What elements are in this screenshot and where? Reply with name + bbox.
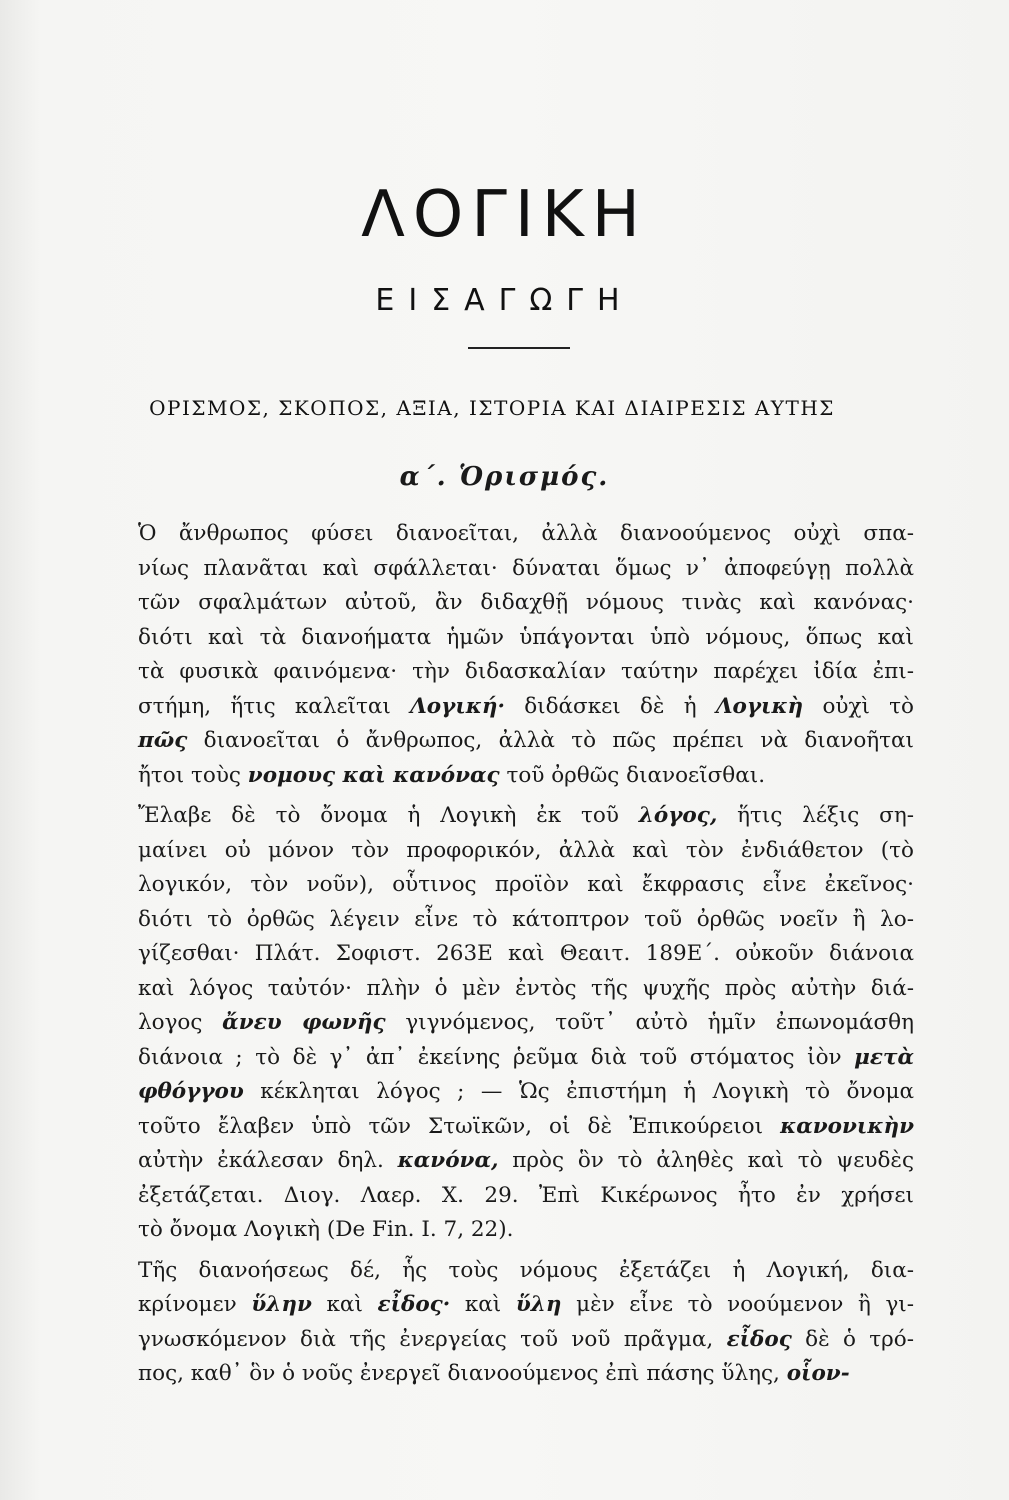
text-line xyxy=(108,1357,914,1392)
text-segment: καὶ xyxy=(450,1292,516,1317)
paragraph xyxy=(108,1254,914,1392)
paragraph xyxy=(108,517,914,793)
text-segment: διδάσκει δὲ ἡ xyxy=(504,693,716,719)
text-line xyxy=(108,1144,914,1179)
text-line xyxy=(108,621,914,656)
text-segment: τῶν σφαλμάτων αὐτοῦ, ἂν διδαχθῇ νόμους τινὰς καὶ κανόνας· xyxy=(138,590,914,615)
page-title: ΛΟΓΙΚΗ xyxy=(361,178,648,252)
text-segment: διότι τὸ ὀρθῶς λέγειν εἶνε τὸ κάτοπτρον τοῦ ὀρθῶς νοεῖν ἢ λο- xyxy=(138,906,914,932)
text-line xyxy=(108,724,914,759)
text-line xyxy=(108,972,914,1007)
text-line xyxy=(108,1254,914,1289)
text-segment: πος, καθ᾽ ὃν ὁ νοῦς ἐνεργεῖ διανοούμενος ἐπὶ πάσης ὕλης, xyxy=(138,1361,787,1386)
sub-heading: α΄. Ὁρισμός. xyxy=(399,462,610,492)
text-segment: τὰ φυσικὰ φαινόμενα· τὴν διδασκαλίαν ταύτην παρέχει ἰδία ἐπι- xyxy=(138,659,914,684)
text-line xyxy=(108,834,914,869)
text-line xyxy=(108,1179,914,1214)
text-line xyxy=(108,759,914,794)
emphasized-term: Λογικὴ xyxy=(715,693,804,719)
section-heading: ΟΡΙΣΜΟΣ, ΣΚΟΠΟΣ, ΑΞΙΑ, ΙΣΤΟΡΙΑ ΚΑΙ ΔΙΑΙΡΕΣΙΣ ΑΥΤΗΣ xyxy=(149,396,835,420)
show-through-text xyxy=(108,108,928,398)
text-segment: καὶ xyxy=(311,1292,378,1317)
text-segment: κρίνομεν xyxy=(138,1292,252,1317)
text-line xyxy=(108,655,914,690)
text-segment: Ὁ ἄνθρωπος φύσει διανοεῖται, ἀλλὰ διανοούμενος οὐχὶ σπα- xyxy=(138,521,914,546)
text-line xyxy=(108,1323,914,1358)
text-segment: αὐτὴν ἐκάλεσαν δηλ. xyxy=(138,1148,398,1173)
text-segment: δὲ ὁ τρό- xyxy=(791,1326,914,1352)
text-segment: γνωσκόμενον διὰ τῆς ἐνεργείας τοῦ νοῦ πρᾶγμα, xyxy=(138,1326,727,1352)
text-line xyxy=(108,1110,914,1145)
text-segment: μαίνει οὐ μόνον τὸν προφορικόν, ἀλλὰ καὶ τὸν ἐνδιάθετον (τὸ xyxy=(138,837,914,863)
text-segment: τοῦ ὀρθῶς διανοεῖσθαι. xyxy=(499,762,766,788)
emphasized-term: εἶδος xyxy=(726,1326,792,1352)
text-line xyxy=(108,1041,914,1076)
text-line xyxy=(108,868,914,903)
text-segment: λογος xyxy=(138,1010,223,1035)
text-segment: κέκληται λόγος ; — Ὡς ἐπιστήμη ἡ Λογικὴ τὸ ὄνομα xyxy=(243,1079,914,1104)
text-line xyxy=(108,1006,914,1041)
emphasized-term: φθόγγου xyxy=(138,1079,244,1104)
text-segment: ἥτις λέξις ση- xyxy=(717,803,915,828)
text-segment: Ἔλαβε δὲ τὸ ὄνομα ἡ Λογικὴ ἐκ τοῦ xyxy=(138,803,639,828)
emphasized-term: κανόνα, xyxy=(397,1148,499,1173)
text-segment: πρὸς ὃν τὸ ἀληθὲς καὶ τὸ ψευδὲς xyxy=(498,1148,915,1173)
emphasized-term: ὕλη xyxy=(515,1292,562,1317)
text-segment: στήμη, ἥτις καλεῖται xyxy=(138,693,411,719)
emphasized-term: νομους καὶ κανόνας xyxy=(247,762,500,788)
text-segment: Τῆς διανοήσεως δέ, ἧς τοὺς νόμους ἐξετάζει ἡ Λογική, δια- xyxy=(138,1257,914,1283)
title-divider xyxy=(468,347,570,349)
body-text xyxy=(108,517,914,1398)
text-segment: λογικόν, τὸν νοῦν), οὗτινος προϊὸν καὶ ἔκφρασις εἶνε ἐκεῖνος· xyxy=(138,872,914,897)
text-line xyxy=(108,552,914,587)
emphasized-term: ἄνευ φωνῆς xyxy=(222,1010,386,1035)
emphasized-term: κανονικὴν xyxy=(780,1113,914,1139)
paragraph xyxy=(108,799,914,1248)
text-segment: διανοεῖται ὁ ἄνθρωπος, ἀλλὰ τὸ πῶς πρέπει νὰ διανοῆται xyxy=(187,728,914,753)
text-segment: τοῦτο ἔλαβεν ὑπὸ τῶν Στωϊκῶν, οἱ δὲ Ἐπικούρειοι xyxy=(138,1113,781,1139)
text-line xyxy=(108,903,914,938)
text-segment: διότι καὶ τὰ διανοήματα ἡμῶν ὑπάγονται ὑπὸ νόμους, ὅπως καὶ xyxy=(138,624,914,650)
emphasized-term: μετὰ xyxy=(854,1044,914,1070)
text-segment: διάνοια ; τὸ δὲ γ᾽ ἀπ᾽ ἐκείνης ῥεῦμα διὰ τοῦ στόματος ἰὸν xyxy=(138,1044,855,1070)
text-segment: γίζεσθαι· Πλάτ. Σοφιστ. 263Ε καὶ Θεαιτ. 189Ε΄. οὐκοῦν διάνοια xyxy=(138,941,914,966)
text-line xyxy=(108,1288,914,1323)
text-line xyxy=(108,1213,914,1248)
emphasized-term: οἷον- xyxy=(786,1361,850,1386)
emphasized-term: ὕλην xyxy=(251,1292,312,1317)
text-segment: καὶ λόγος ταὐτόν· πλὴν ὁ μὲν ἐντὸς τῆς ψυχῆς πρὸς αὐτὴν διά- xyxy=(138,975,914,1001)
emphasized-term: λόγος, xyxy=(638,803,718,828)
emphasized-term: Λογική· xyxy=(410,693,505,719)
text-segment: νίως πλανᾶται καὶ σφάλλεται· δύναται ὅμως ν᾽ ἀποφεύγῃ πολλὰ xyxy=(138,555,914,581)
text-line xyxy=(108,586,914,621)
text-segment: τὸ ὄνομα Λογικὴ (De Fin. I. 7, 22). xyxy=(138,1217,514,1242)
text-line xyxy=(108,690,914,725)
text-segment: ἐξετάζεται. Διογ. Λαερ. Χ. 29. Ἐπὶ Κικέρωνος ἦτο ἐν χρήσει xyxy=(138,1182,914,1208)
text-line xyxy=(108,937,914,972)
text-line xyxy=(108,799,914,834)
text-segment: οὐχὶ τὸ xyxy=(803,693,914,719)
page-subtitle: ΕΙΣΑΓΩΓΗ xyxy=(375,283,634,318)
text-line xyxy=(108,517,914,552)
text-line xyxy=(108,1075,914,1110)
text-segment: γιγνόμενος, τοῦτ᾽ αὐτὸ ἡμῖν ἐπωνομάσθη xyxy=(385,1010,914,1035)
text-segment: ἤτοι τοὺς xyxy=(138,762,248,788)
emphasized-term: πῶς xyxy=(138,728,188,753)
emphasized-term: εἶδος· xyxy=(377,1292,451,1317)
text-segment: μὲν εἶνε τὸ νοούμενον ἢ γι- xyxy=(561,1292,915,1317)
